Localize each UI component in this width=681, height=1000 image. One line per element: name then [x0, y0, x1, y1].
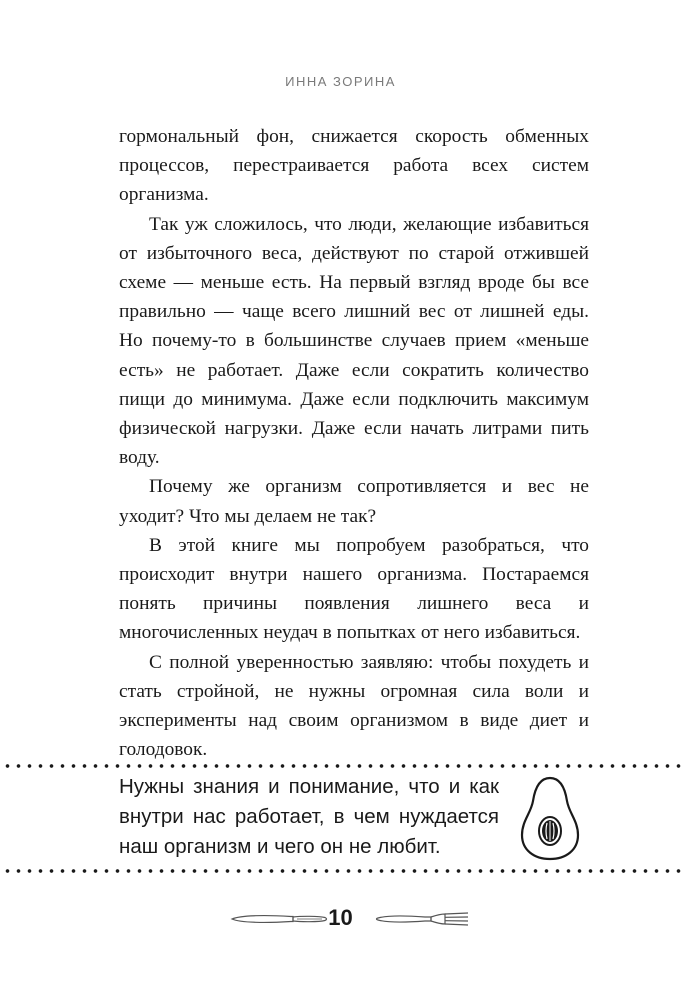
- paragraph-2: Так уж сложилось, что люди, желающие избавиться от избыточного веса, действуют по старой отжившей схеме — меньше есть. На первый взгляд вроде бы все правильно — чаще всего лишний вес от лишней еды. Но почему-то в большинстве случаев прием «меньше есть» не работает. Даже если сократить количество пищи до минимума. Даже если подключить максимум физической нагрузки. Даже если начать литрами пить воду.: [119, 213, 589, 469]
- dotted-divider-top: [0, 763, 681, 769]
- running-header-author: ИННА ЗОРИНА: [285, 74, 396, 89]
- paragraph-3: Почему же организм сопротивляется и вес не уходит? Что мы делаем не так?: [119, 476, 589, 527]
- paragraph-1: гормональный фон, снижается скорость обменных процессов, перестраивается работа всех систем организма.: [119, 126, 589, 206]
- paragraph-4: В этой книге мы попробуем разобраться, что происходит внутри нашего организма. Постараемся понять причины появления лишнего веса и многочисленных неудач в попытках от него избавиться.: [119, 534, 589, 644]
- fork-icon: [375, 910, 471, 928]
- avocado-icon: [514, 773, 586, 863]
- page-number: 10: [328, 905, 353, 930]
- dotted-divider-bottom: [0, 868, 681, 874]
- callout-text: Нужны знания и понимание, что и как внутри нас работает, в чем нуждается наш организм и чего он не любит.: [119, 775, 499, 858]
- paragraph-5: С полной уверенностью заявляю: чтобы похудеть и стать стройной, не нужны огромная сила воли и эксперименты над своим организмом в виде диет и голодовок.: [119, 651, 589, 761]
- page-footer: [0, 905, 681, 935]
- body-text: [119, 122, 589, 764]
